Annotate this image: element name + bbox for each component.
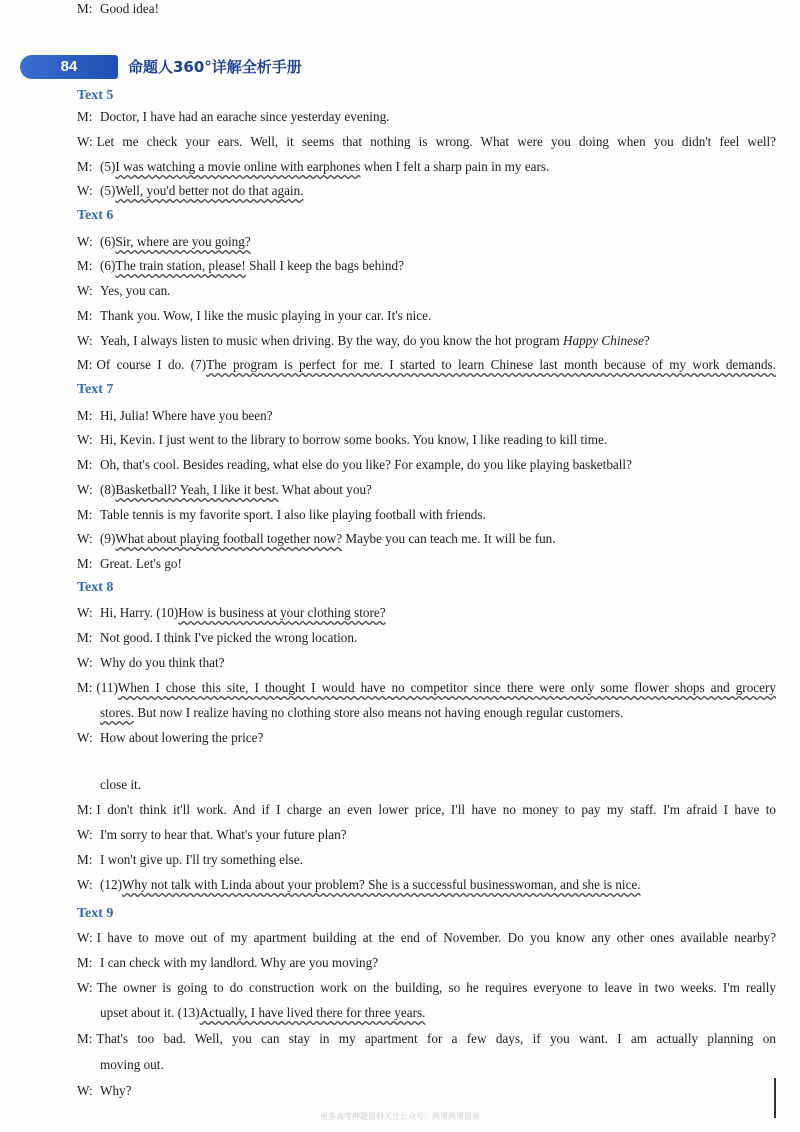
speaker-label: M: bbox=[77, 630, 93, 645]
speaker-label: W: bbox=[77, 1083, 93, 1098]
line-text: How about lowering the price? bbox=[100, 730, 264, 745]
answer-underline: The train station, please! bbox=[115, 258, 246, 273]
answer-underline: Why not talk with Linda about your problem? She is a successful businesswoman, and she is nice. bbox=[121, 877, 641, 892]
speaker-label: W: bbox=[77, 183, 93, 198]
answer-underline: I was watching a movie online with earphones bbox=[115, 159, 361, 174]
speaker-label: M: bbox=[77, 457, 93, 472]
line-text: (11) bbox=[96, 680, 118, 695]
dialogue-line bbox=[77, 0, 776, 18]
dialogue-line bbox=[77, 356, 776, 374]
section-title: Text 9 bbox=[77, 906, 114, 921]
line-text: moving out. bbox=[100, 1057, 164, 1072]
dialogue-line bbox=[77, 481, 776, 499]
answer-underline: What about playing football together now? bbox=[115, 531, 343, 546]
line-text: (5) bbox=[100, 159, 116, 174]
dialogue-line bbox=[77, 604, 776, 622]
line-text: Good idea! bbox=[100, 1, 159, 16]
line-text: Why? bbox=[100, 1083, 132, 1098]
dialogue-line bbox=[77, 332, 776, 350]
line-text: Thank you. Wow, I like the music playing in your car. It's nice. bbox=[100, 308, 432, 323]
line-text: I'm sorry to hear that. What's your future plan? bbox=[100, 827, 347, 842]
speaker-label: W: bbox=[77, 333, 93, 348]
line-text: Not good. I think I've picked the wrong location. bbox=[100, 630, 358, 645]
dialogue-line bbox=[77, 407, 776, 425]
speaker-label: M: bbox=[77, 507, 93, 522]
dialogue-line bbox=[77, 456, 776, 474]
line-text: I won't give up. I'll try something else. bbox=[100, 852, 303, 867]
dialogue-line bbox=[77, 654, 776, 672]
line-text: Oh, that's cool. Besides reading, what else do you like? For example, do you like playing basketball? bbox=[100, 457, 632, 472]
speaker-label: M: bbox=[77, 802, 93, 817]
dialogue-line bbox=[77, 282, 776, 300]
line-text: Maybe you can teach me. It will be fun. bbox=[342, 531, 556, 546]
line-text: That's too bad. Well, you can stay in my apartment for a few days, if you want. I am actually planning on bbox=[96, 1031, 776, 1046]
speaker-label: M: bbox=[77, 556, 93, 571]
dialogue-line bbox=[77, 133, 776, 151]
speaker-label: M: bbox=[77, 852, 93, 867]
section-title: Text 5 bbox=[77, 88, 114, 103]
dialogue-line bbox=[77, 182, 776, 200]
speaker-label: W: bbox=[77, 827, 93, 842]
dialogue-line bbox=[77, 431, 776, 449]
line-text: (5) bbox=[100, 183, 116, 198]
answer-underline: stores. bbox=[100, 705, 135, 720]
dialogue-line bbox=[77, 801, 776, 819]
speaker-label: W: bbox=[77, 482, 93, 497]
answer-underline: The program is perfect for me. I started to learn Chinese last month because of my work demands. bbox=[206, 357, 776, 372]
line-text: Hi, Harry. (10) bbox=[100, 605, 179, 620]
answer-underline: Sir, where are you going? bbox=[115, 234, 251, 249]
dialogue-line bbox=[77, 851, 776, 869]
dialogue-line-continuation bbox=[100, 776, 141, 794]
page-number-badge: 84 bbox=[20, 55, 118, 79]
answer-underline: Well, you'd better not do that again. bbox=[115, 183, 304, 198]
answer-underline: When I chose this site, I thought I would have no competitor since there were only some flower shops and grocery bbox=[117, 680, 776, 695]
line-text: The owner is going to do construction work on the building, so he requires everyone to leave in two weeks. I'm really bbox=[96, 980, 776, 995]
dialogue-line bbox=[77, 826, 776, 844]
line-text: (6) bbox=[100, 258, 116, 273]
dialogue-line bbox=[77, 954, 776, 972]
line-text: I don't think it'll work. And if I charge an even lower price, I'll have no money to pay my staff. I'm afraid I have to bbox=[96, 802, 776, 817]
speaker-label: W: bbox=[77, 730, 93, 745]
line-text: Let me check your ears. Well, it seems that nothing is wrong. What were you doing when you didn't feel well? bbox=[96, 134, 776, 149]
speaker-label: M: bbox=[77, 1, 93, 16]
answer-underline: Actually, I have lived there for three years. bbox=[199, 1005, 426, 1020]
speaker-label: M: bbox=[77, 408, 93, 423]
line-text: when I felt a sharp pain in my ears. bbox=[360, 159, 550, 174]
line-text: ? bbox=[643, 333, 650, 348]
speaker-label: M: bbox=[77, 680, 93, 695]
dialogue-line-continuation bbox=[100, 704, 623, 722]
dialogue-line bbox=[77, 1082, 776, 1100]
line-text: Yeah, I always listen to music when driving. By the way, do you know the hot program bbox=[100, 333, 563, 348]
dialogue-line bbox=[77, 307, 776, 325]
dialogue-line bbox=[77, 929, 776, 947]
dialogue-line bbox=[77, 233, 776, 251]
line-text: I can check with my landlord. Why are you moving? bbox=[100, 955, 379, 970]
speaker-label: W: bbox=[77, 877, 93, 892]
dialogue-line bbox=[77, 679, 776, 697]
dialogue-line bbox=[77, 158, 776, 176]
line-text: Great. Let's go! bbox=[100, 556, 182, 571]
dialogue-line bbox=[77, 729, 776, 747]
dialogue-line bbox=[77, 1030, 776, 1048]
line-text: Of course I do. (7) bbox=[96, 357, 207, 372]
dialogue-line bbox=[77, 555, 776, 573]
line-text: Yes, you can. bbox=[100, 283, 171, 298]
line-text: close it. bbox=[100, 777, 142, 792]
dialogue-line bbox=[77, 876, 776, 894]
answer-underline: How is business at your clothing store? bbox=[178, 605, 386, 620]
section-title: Text 7 bbox=[77, 382, 114, 397]
speaker-label: W: bbox=[77, 134, 93, 149]
section-title: Text 6 bbox=[77, 208, 114, 223]
speaker-label: M: bbox=[77, 1031, 93, 1046]
speaker-label: W: bbox=[77, 234, 93, 249]
line-text: But now I realize having no clothing store also means not having enough regular customers. bbox=[134, 705, 624, 720]
line-text: What about you? bbox=[278, 482, 372, 497]
dialogue-line bbox=[77, 506, 776, 524]
page-header bbox=[20, 55, 320, 79]
speaker-label: W: bbox=[77, 980, 93, 995]
speaker-label: W: bbox=[77, 605, 93, 620]
dialogue-line bbox=[77, 257, 776, 275]
dialogue-line-continuation bbox=[100, 1056, 164, 1074]
speaker-label: M: bbox=[77, 159, 93, 174]
watermark: 更多高考押题资料关注公众号：网课网课资源 bbox=[320, 1112, 480, 1121]
dialogue-line bbox=[77, 108, 776, 126]
speaker-label: W: bbox=[77, 531, 93, 546]
dialogue-line bbox=[77, 629, 776, 647]
line-text: (12) bbox=[100, 877, 122, 892]
speaker-label: W: bbox=[77, 655, 93, 670]
line-text: Hi, Kevin. I just went to the library to borrow some books. You know, I like reading to kill time. bbox=[100, 432, 608, 447]
section-title: Text 8 bbox=[77, 580, 114, 595]
speaker-label: W: bbox=[77, 432, 93, 447]
speaker-label: M: bbox=[77, 955, 93, 970]
line-text: Table tennis is my favorite sport. I also like playing football with friends. bbox=[100, 507, 486, 522]
line-text: I have to move out of my apartment building at the end of November. Do you know any other ones available nearby? bbox=[96, 930, 776, 945]
line-text: upset about it. (13) bbox=[100, 1005, 200, 1020]
book-title: 命题人360°详解全析手册 bbox=[128, 58, 302, 76]
program-title: Happy Chinese bbox=[562, 333, 644, 348]
answer-underline: Basketball? Yeah, I like it best. bbox=[115, 482, 279, 497]
speaker-label: W: bbox=[77, 930, 93, 945]
dialogue-line bbox=[77, 530, 776, 548]
line-text: Doctor, I have had an earache since yesterday evening. bbox=[100, 109, 390, 124]
speaker-label: M: bbox=[77, 357, 93, 372]
dialogue-line bbox=[77, 979, 776, 997]
speaker-label: W: bbox=[77, 283, 93, 298]
speaker-label: M: bbox=[77, 258, 93, 273]
line-text: Hi, Julia! Where have you been? bbox=[100, 408, 273, 423]
speaker-label: M: bbox=[77, 109, 93, 124]
speaker-label: M: bbox=[77, 308, 93, 323]
line-text: (8) bbox=[100, 482, 116, 497]
dialogue-line-continuation bbox=[100, 1004, 425, 1022]
line-text: (6) bbox=[100, 234, 116, 249]
line-text: Why do you think that? bbox=[100, 655, 225, 670]
line-text: Shall I keep the bags behind? bbox=[245, 258, 404, 273]
line-text: (9) bbox=[100, 531, 116, 546]
